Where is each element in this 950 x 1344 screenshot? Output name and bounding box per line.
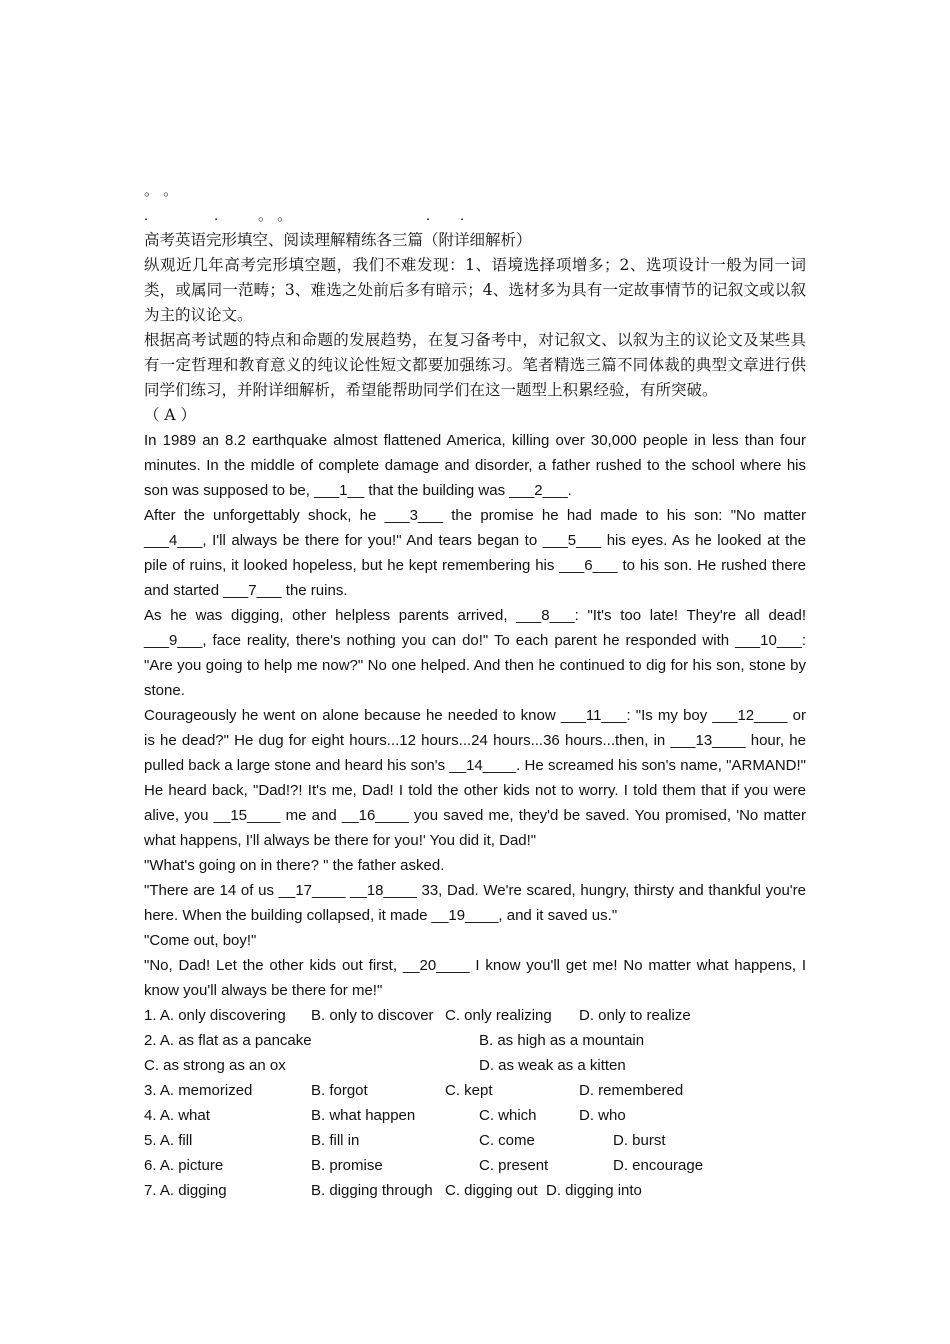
option: 1. A. only discovering <box>144 1007 286 1024</box>
option: 4. A. what <box>144 1107 210 1124</box>
option: 3. A. memorized <box>144 1082 253 1099</box>
option: D. remembered <box>579 1082 684 1099</box>
option: 5. A. fill <box>144 1132 193 1149</box>
passage-paragraph: "What's going on in there? " the father asked. <box>144 857 445 874</box>
option: D. burst <box>613 1132 666 1149</box>
option-row <box>144 1053 806 1078</box>
option: B. digging through <box>311 1182 433 1199</box>
option: B. only to discover <box>311 1007 434 1024</box>
option: D. only to realize <box>579 1007 691 1024</box>
option: C. come <box>479 1132 535 1149</box>
option-row <box>144 1028 806 1053</box>
document-page <box>144 178 806 1203</box>
option: D. encourage <box>613 1157 704 1174</box>
passage-paragraph: "No, Dad! Let the other kids out first, __20____ I know you'll get me! No matter what happens, I know you'll always be there for me!" <box>144 957 806 999</box>
passage-paragraph: As he was digging, other helpless parents arrived, ___8___: "It's too late! They're all dead! ___9___, face reality, there's nothing you can do!" To each parent he responded with ___10___: "Are you going to help me now?" No one helped. And then he continued to dig for his son, stone by stone. <box>144 607 806 699</box>
option: D. digging into <box>546 1182 642 1199</box>
option: 2. A. as flat as a pancake <box>144 1032 312 1049</box>
option: C. present <box>479 1157 549 1174</box>
option: D. who <box>579 1107 626 1124</box>
section-label: （ A ） <box>144 406 197 424</box>
header-marks-line-2 <box>144 203 806 228</box>
question-options <box>144 1003 806 1203</box>
intro-paragraph: 纵观近几年高考完形填空题，我们不难发现：1、语境选择项增多；2、选项设计一般为同一词类，或属同一范畴；3、难选之处前后多有暗示；4、选材多为具有一定故事情节的记叙文或以叙为主的议论文。 <box>144 256 806 324</box>
option-row <box>144 1128 806 1153</box>
option: B. what happen <box>311 1107 416 1124</box>
option: C. as strong as an ox <box>144 1057 286 1074</box>
option-row <box>144 1078 806 1103</box>
option: C. digging out <box>445 1182 538 1199</box>
option: B. as high as a mountain <box>479 1032 645 1049</box>
option: C. kept <box>445 1082 493 1099</box>
option: 7. A. digging <box>144 1182 227 1199</box>
intro-paragraph: 根据高考试题的特点和命题的发展趋势，在复习备考中，对记叙文、以叙为主的议论文及某些具有一定哲理和教育意义的纯议论性短文都要加强练习。笔者精选三篇不同体裁的典型文章进行供同学们练习，并附详细解析，希望能帮助同学们在这一题型上积累经验，有所突破。 <box>144 331 806 399</box>
option: 6. A. picture <box>144 1157 224 1174</box>
option: C. only realizing <box>445 1007 552 1024</box>
option: B. forgot <box>311 1082 368 1099</box>
option: B. promise <box>311 1157 383 1174</box>
header-marks-line-1 <box>144 178 806 203</box>
option: B. fill in <box>311 1132 360 1149</box>
passage-paragraph: Courageously he went on alone because he needed to know ___11___: "Is my boy ___12____ or is he dead?" He dug for eight hours...12 hours...24 hours...36 hours...then, in ___13____ hour, he pulled back a large stone and heard his son's __14____. He screamed his son's name, "ARMAND!" He heard back, "Dad!?! It's me, Dad! I told the other kids not to worry. I told them that if you were alive, you __15____ me and __16____ you saved me, they'd be saved. You promised, 'No matter what happens, I'll always be there for you!' You did it, Dad!" <box>144 707 806 849</box>
option-row <box>144 1178 806 1203</box>
header-mark: 。 。 <box>144 182 179 199</box>
option-row <box>144 1153 806 1178</box>
option: C. which <box>479 1107 537 1124</box>
option-row <box>144 1103 806 1128</box>
header-mark: . <box>460 207 465 224</box>
passage-paragraph: In 1989 an 8.2 earthquake almost flattened America, killing over 30,000 people in less than four minutes. In the middle of complete damage and disorder, a father rushed to the school where his son was supposed to be, ___1__ that the building was ___2___. <box>144 432 806 499</box>
header-mark: . <box>144 207 149 224</box>
document-title: 高考英语完形填空、阅读理解精练各三篇（附详细解析） <box>144 231 532 249</box>
passage-paragraph: "There are 14 of us __17____ __18____ 33, Dad. We're scared, hungry, thirsty and thankful you're here. When the building collapsed, it made __19____, and it saved us." <box>144 882 806 924</box>
passage-paragraph: "Come out, boy!" <box>144 932 257 949</box>
option: D. as weak as a kitten <box>479 1057 626 1074</box>
header-mark: 。 。 <box>258 207 293 224</box>
header-mark: . <box>426 207 431 224</box>
option-row <box>144 1003 806 1028</box>
header-mark: . <box>214 207 219 224</box>
passage-paragraph: After the unforgettably shock, he ___3___ the promise he had made to his son: "No matter ___4___, I'll always be there for you!" And tears began to ___5___ his eyes. As he looked at the pile of ruins, it looked hopeless, but he kept remembering his ___6___ to his son. He rushed there and started ___7___ the ruins. <box>144 507 806 599</box>
